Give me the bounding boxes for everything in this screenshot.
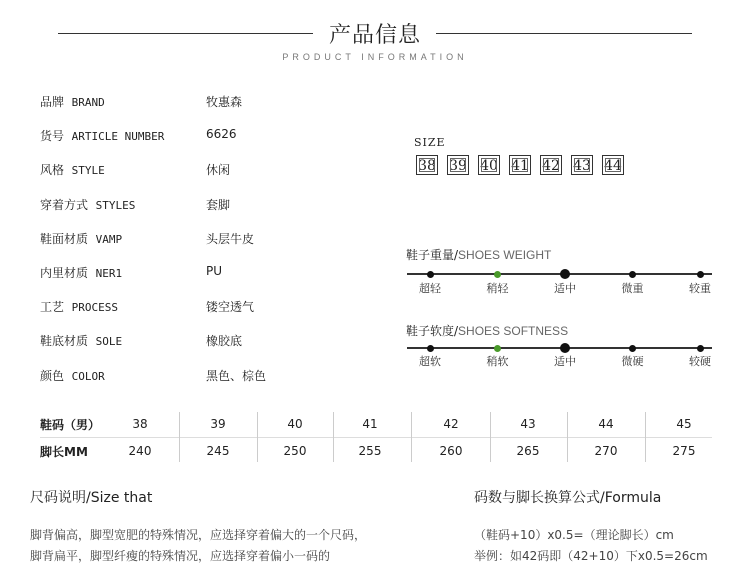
size-table-divider [40, 437, 712, 438]
weight-title-cn: 鞋子重量/ [406, 248, 459, 262]
size-table-size-cell: 44 [598, 417, 614, 431]
spec-label-en: VAMP [95, 232, 123, 246]
spec-row [40, 332, 340, 352]
weight-title [406, 246, 551, 263]
size-note-title: 尺码说明/Size that [30, 490, 153, 506]
weight-level-label: 微重 [621, 282, 644, 295]
softness-level-label: 适中 [554, 355, 576, 368]
size-table-row2-label: 脚长MM [40, 445, 88, 459]
spec-label-cn: 穿着方式 [40, 197, 89, 212]
size-option-42[interactable]: 42 [540, 155, 562, 175]
spec-label-en: ARTICLE NUMBER [71, 130, 165, 144]
spec-value: 休闲 [206, 163, 231, 178]
spec-label-en: BRAND [71, 96, 105, 109]
size-table-size-cell: 38 [132, 417, 148, 431]
size-table-size-cell: 45 [676, 417, 692, 431]
spec-row [40, 230, 340, 250]
size-note-line1: 脚背偏高，脚型宽肥的特殊情况，应选择穿着偏大的一个尺码， [30, 528, 367, 542]
size-table-length-cell: 270 [594, 444, 618, 458]
weight-level-label: 超轻 [419, 282, 441, 295]
spec-label [40, 230, 122, 247]
softness-level-label: 较硬 [689, 355, 711, 368]
spec-label-en: NER1 [95, 267, 123, 280]
spec-label-cn: 品牌 [40, 95, 65, 109]
size-title: SIZE [414, 136, 446, 149]
spec-value: 套脚 [206, 197, 231, 212]
size-table-length-cell: 250 [283, 444, 307, 458]
size-table-size-cell: 40 [287, 417, 303, 431]
softness-level-dot [697, 345, 704, 352]
weight-level-dot [560, 269, 570, 279]
page-subtitle: PRODUCT INFORMATION [282, 52, 468, 62]
size-table-separator [567, 412, 568, 462]
spec-row [40, 264, 340, 284]
spec-label-cn: 内里材质 [40, 266, 89, 280]
spec-row [40, 93, 340, 113]
size-table-separator [257, 412, 258, 462]
spec-label [40, 264, 122, 281]
spec-value: 黑色、棕色 [206, 368, 267, 383]
weight-level-dot [494, 271, 501, 278]
size-table-separator [490, 412, 491, 462]
size-note-line2: 脚背扁平，脚型纤瘦的特殊情况，应选择穿着偏小一码的 [30, 549, 331, 563]
size-option-40[interactable]: 40 [478, 155, 500, 175]
size-option-41[interactable]: 41 [509, 155, 531, 175]
formula-line2: 举例：如42码即（42+10）下x0.5=26cm [474, 549, 708, 563]
weight-level-label: 稍轻 [486, 282, 509, 295]
weight-level-dot [427, 271, 434, 278]
size-option-39[interactable]: 39 [447, 155, 469, 175]
spec-label-cn: 货号 [40, 129, 65, 144]
spec-label-en: STYLE [71, 164, 105, 178]
softness-title-cn: 鞋子软度/ [406, 324, 459, 338]
size-table-length-cell: 260 [439, 444, 463, 458]
size-table-length-cell: 240 [128, 444, 152, 458]
spec-value: PU [206, 264, 223, 278]
spec-label [40, 161, 105, 178]
size-table-size-cell: 41 [362, 417, 378, 431]
size-option-44[interactable]: 44 [602, 155, 624, 175]
size-table-length-cell: 255 [358, 444, 382, 458]
spec-label [40, 332, 122, 349]
spec-label-en: SOLE [95, 335, 123, 349]
weight-level-dot [629, 271, 636, 278]
size-option-38[interactable]: 38 [416, 155, 438, 175]
spec-row [40, 127, 340, 147]
spec-label-cn: 鞋面材质 [40, 231, 89, 246]
spec-label-cn: 风格 [40, 163, 65, 178]
softness-level-dot [494, 345, 501, 352]
spec-label-en: COLOR [71, 369, 105, 383]
softness-level-label: 超软 [419, 355, 441, 368]
spec-label-cn: 鞋底材质 [40, 334, 89, 349]
spec-value: 镂空透气 [206, 300, 255, 315]
size-table-length-cell: 265 [516, 444, 540, 458]
size-table-separator [411, 412, 412, 462]
spec-row [40, 196, 340, 216]
size-table-length-cell: 275 [672, 444, 696, 458]
spec-row [40, 161, 340, 181]
spec-label-cn: 颜色 [40, 368, 65, 383]
spec-label [40, 367, 105, 384]
size-option-43[interactable]: 43 [571, 155, 593, 175]
spec-label [40, 93, 105, 110]
spec-label [40, 127, 164, 144]
weight-title-en: SHOES WEIGHT [458, 248, 552, 262]
formula-title: 码数与脚长换算公式/Formula [474, 490, 662, 506]
page-title: 产品信息 [328, 23, 421, 48]
spec-value: 橡胶底 [206, 334, 243, 349]
size-table-size-cell: 42 [443, 417, 459, 431]
size-table-size-cell: 39 [210, 417, 226, 431]
softness-level-dot [629, 345, 636, 352]
size-table-length-cell: 245 [206, 444, 230, 458]
spec-label-en: STYLES [95, 198, 136, 212]
softness-level-dot [427, 345, 434, 352]
weight-level-dot [697, 271, 704, 278]
softness-title [406, 322, 568, 339]
spec-value: 牧惠森 [206, 95, 243, 109]
spec-row [40, 367, 340, 387]
size-table-separator [645, 412, 646, 462]
size-table-separator [333, 412, 334, 462]
softness-level-label: 稍软 [486, 355, 509, 368]
softness-title-en: SHOES SOFTNESS [458, 324, 569, 338]
weight-level-label: 较重 [689, 282, 711, 295]
spec-label [40, 196, 135, 213]
spec-label-cn: 工艺 [40, 300, 65, 315]
spec-row [40, 298, 340, 318]
weight-level-label: 适中 [554, 282, 576, 295]
spec-label [40, 298, 118, 315]
spec-value: 头层牛皮 [206, 231, 255, 246]
size-table-row1-label: 鞋码（男） [40, 418, 101, 432]
softness-level-label: 微硬 [621, 355, 644, 368]
spec-value: 6626 [206, 127, 237, 142]
size-table-separator [179, 412, 180, 462]
size-table-size-cell: 43 [520, 417, 536, 431]
formula-line1: （鞋码+10）x0.5=（理论脚长）cm [474, 528, 674, 542]
softness-level-dot [560, 343, 570, 353]
spec-label-en: PROCESS [71, 301, 119, 315]
